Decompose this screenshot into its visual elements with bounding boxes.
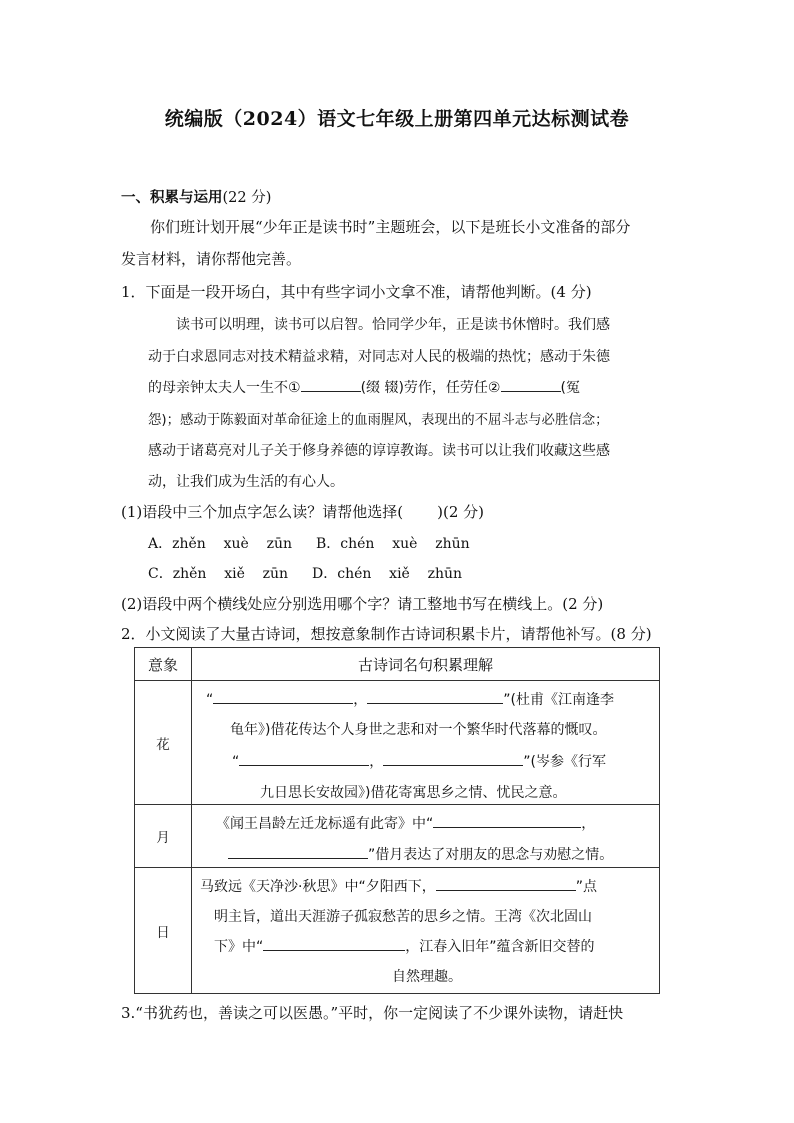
sun-line-2: 明主旨，道出天涯游子孤寂愁苦的思乡之情。王湾《次北固山 <box>214 909 592 925</box>
imagery-moon: 月 <box>135 805 192 868</box>
answer-blank-1[interactable] <box>301 390 361 392</box>
table-row-moon <box>135 805 660 868</box>
flower-line-1 <box>206 689 614 709</box>
comma: ， <box>353 692 368 708</box>
poetry-card-table <box>134 647 660 994</box>
sun-source-1: 马致远《天净沙·秋思》中“夕阳西下， <box>200 879 436 895</box>
table-row-sun <box>135 868 660 994</box>
answer-blank-flower-4[interactable] <box>383 764 523 766</box>
moon-line-2 <box>228 844 613 864</box>
flower-line-3 <box>232 751 606 771</box>
option-b: B．chén xuè zhūn <box>316 536 470 552</box>
section-heading-text: 一、积累与运用 <box>121 189 223 206</box>
passage-line-6: 动，让我们成为生活的有心人。 <box>148 474 344 490</box>
passage-line-1: 读书可以明理，读书可以启智。恰同学少年，正是读书休憎时。我们感 <box>176 317 610 333</box>
sub-question-1 <box>121 501 484 522</box>
option-a: A．zhěn xuè zūn <box>148 536 293 552</box>
moon-content <box>192 805 660 868</box>
answer-blank-flower-3[interactable] <box>239 764 369 766</box>
quote-close: ”点 <box>575 879 597 895</box>
answer-blank-moon-2[interactable] <box>228 857 368 859</box>
sub-question-1-text: (1)语段中三个加点字怎么读？请帮他选择( <box>121 503 404 521</box>
question-3-stem: 3.“书犹药也，善读之可以医愚。”平时，你一定阅读了不少课外读物，请赶快 <box>121 1004 624 1022</box>
sun-explanation: ，江春入旧年”蕴含新旧交替的 <box>405 939 595 955</box>
quote-open: “ <box>206 692 214 708</box>
option-d: D．chén xiě zhūn <box>312 566 463 582</box>
moon-line-1 <box>216 813 595 833</box>
page-title: 统编版（2024）语文七年级上册第四单元达标测试卷 <box>164 108 630 130</box>
passage-line-5: 感动于诸葛亮对儿子关于修身养德的谆谆教诲。读书可以让我们收藏这些感 <box>148 443 610 459</box>
question-1-stem: 1．下面是一段开场白，其中有些字词小文拿不准，请帮他判断。(4 分) <box>121 283 592 301</box>
comma: ， <box>581 816 596 832</box>
option-c: C．zhěn xiě zūn <box>148 566 289 582</box>
answer-blank-sun-2[interactable] <box>263 949 405 951</box>
table-row-flower <box>135 681 660 805</box>
question-2-stem: 2．小文阅读了大量古诗词，想按意象制作古诗词积累卡片，请帮他补写。(8 分) <box>121 625 652 643</box>
sun-source-2: 下》中“ <box>214 939 264 955</box>
header-imagery: 意象 <box>135 648 192 681</box>
answer-blank-flower-1[interactable] <box>213 702 353 704</box>
section-heading <box>121 186 271 207</box>
flower-source-1: ”(杜甫《江南逢李 <box>503 692 614 708</box>
passage-line-3-b: (缀 辍)劳作，任劳任② <box>360 380 501 396</box>
answer-blank-2[interactable] <box>501 390 561 392</box>
moon-source: 《闻王昌龄左迁龙标遥有此寄》中“ <box>216 816 434 832</box>
intro-line-2: 发言材料，请你帮他完善。 <box>121 250 302 268</box>
answer-blank-flower-2[interactable] <box>367 702 503 704</box>
answer-blank-moon-1[interactable] <box>433 826 581 828</box>
header-poem-lines: 古诗词名句积累理解 <box>192 648 660 681</box>
passage-line-3-c: (冤 <box>560 380 580 396</box>
comma: ， <box>369 754 384 770</box>
sub-question-1-score: )(2 分) <box>437 503 484 521</box>
quote-open: “ <box>232 754 240 770</box>
answer-blank-sun-1[interactable] <box>436 889 576 891</box>
passage-line-3 <box>148 377 580 397</box>
sun-line-3 <box>214 936 595 956</box>
moon-explanation: ”借月表达了对朋友的思念与劝慰之情。 <box>368 847 614 863</box>
flower-line-4: 九日思长安故园》)借花寄寓思乡之情、忧民之意。 <box>260 785 567 801</box>
sun-line-4: 自然理趣。 <box>392 969 462 985</box>
table-header-row <box>135 648 660 681</box>
passage-line-2: 动于白求恩同志对技术精益求精，对同志对人民的极端的热忱；感动于朱德 <box>148 349 610 365</box>
sun-content <box>192 868 660 994</box>
section-score: (22 分) <box>222 190 272 206</box>
flower-line-2: 龟年》)借花传达个人身世之悲和对一个繁华时代落幕的慨叹。 <box>230 722 607 738</box>
sub-question-2: (2)语段中两个横线处应分别选用哪个字？请工整地书写在横线上。(2 分) <box>121 595 604 613</box>
intro-line-1: 你们班计划开展“少年正是读书时”主题班会，以下是班长小文准备的部分 <box>150 218 631 236</box>
flower-source-2: ”(岑参《行军 <box>523 754 606 770</box>
passage-line-3-a: 的母亲钟太夫人一生不① <box>148 380 301 396</box>
flower-content <box>192 681 660 805</box>
passage-line-4: 怨)；感动于陈毅面对革命征途上的血雨腥风，表现出的不屈斗志与必胜信念； <box>148 413 609 428</box>
imagery-flower: 花 <box>135 681 192 805</box>
imagery-sun: 日 <box>135 868 192 994</box>
sun-line-1 <box>200 876 597 896</box>
